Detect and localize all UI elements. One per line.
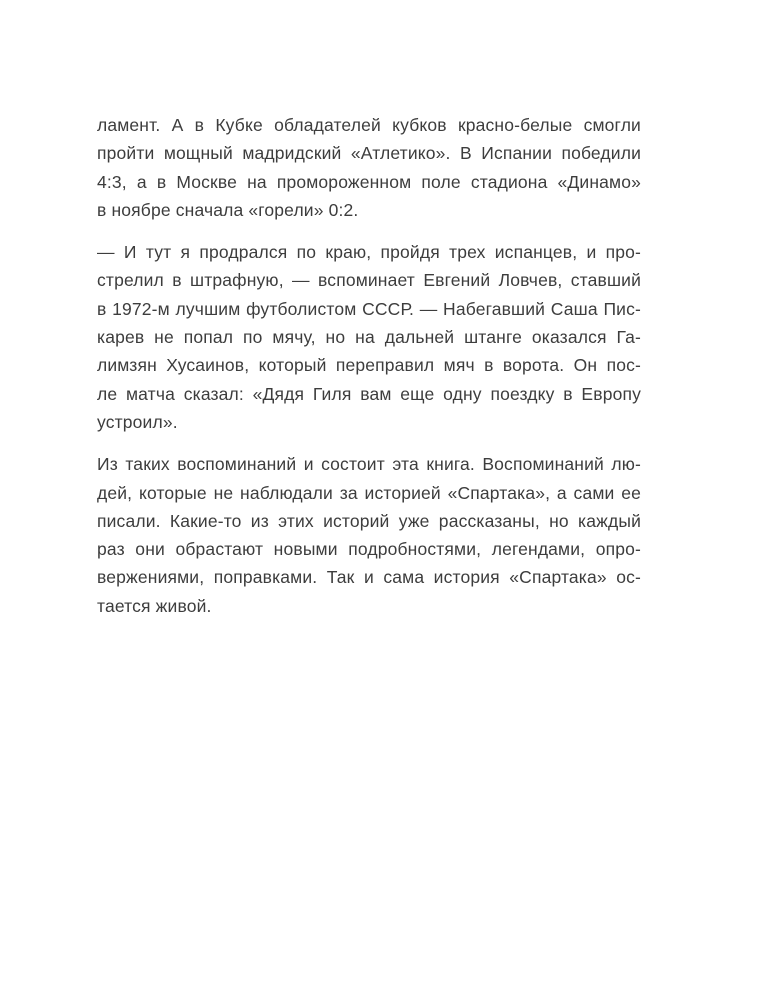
text-line: тается живой. [97,595,212,616]
text-block [97,111,641,620]
text-line: стрелил в штрафную, — вспоминает Евгений Ловчев, ставший [97,270,641,291]
text-line: — И тут я продрался по краю, пройдя трех испанцев, и про- [97,242,641,263]
text-line: Из таких воспоминаний и состоит эта книга. Воспоминаний лю- [97,454,641,475]
text-line: раз они обрастают новыми подробностями, легендами, опро- [97,539,641,560]
text-line: 4:3, а в Москве на промороженном поле стадиона «Динамо» [97,171,641,192]
text-line: в ноябре сначала «горели» 0:2. [97,199,359,220]
text-line: в 1972-м лучшим футболистом СССР. — Набегавший Саша Пис- [97,298,641,319]
paragraph [97,111,641,224]
text-line: вержениями, поправками. Так и сама история «Спартака» ос- [97,567,641,588]
text-line: карев не попал по мячу, но на дальней штанге оказался Га- [97,327,641,348]
text-line: ламент. А в Кубке обладателей кубков красно-белые смогли [97,115,641,135]
paragraph [97,450,641,620]
text-line: писали. Какие-то из этих историй уже рассказаны, но каждый [97,510,641,531]
text-line: лимзян Хусаинов, который переправил мяч в ворота. Он пос- [97,355,641,376]
paragraph [97,238,641,436]
text-line: ле матча сказал: «Дядя Гиля вам еще одну поездку в Европу [97,383,641,404]
text-line: пройти мощный мадридский «Атлетико». В Испании победили [97,143,641,164]
text-line: дей, которые не наблюдали за историей «Спартака», а сами ее [97,482,641,503]
text-line: устроил». [97,411,178,432]
